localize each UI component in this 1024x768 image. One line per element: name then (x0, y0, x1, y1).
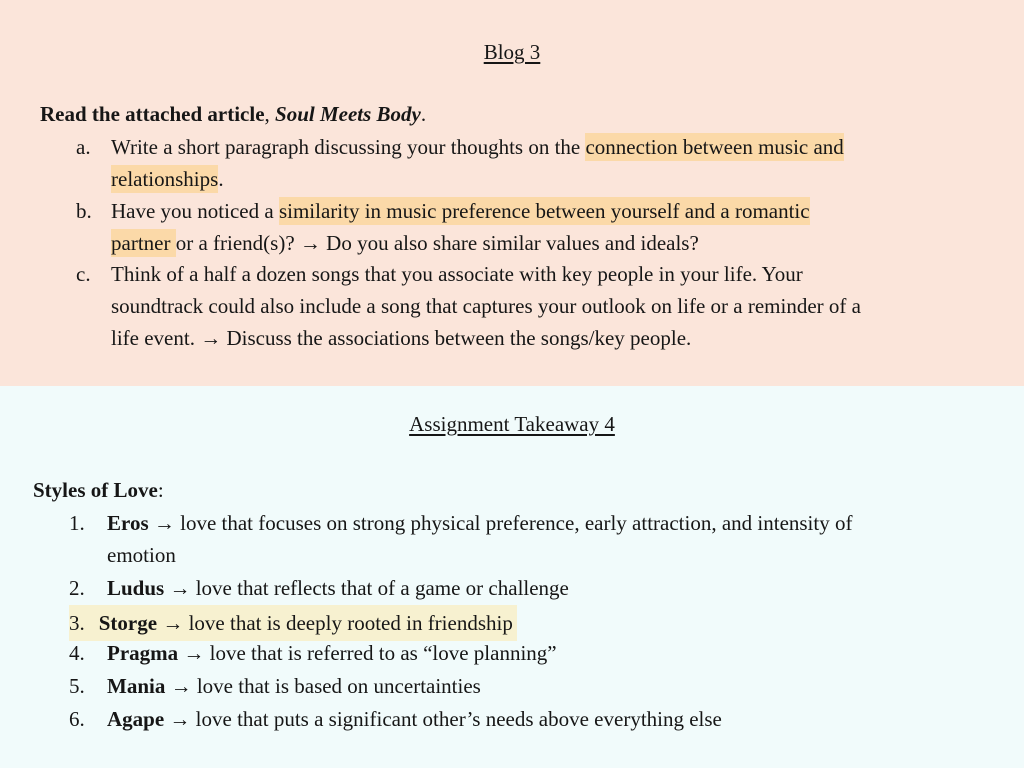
love-style-term: Agape (107, 707, 165, 731)
text-line (107, 572, 569, 604)
list-marker: 2. (69, 576, 85, 600)
highlight: partner (111, 231, 176, 255)
text-line (111, 227, 810, 259)
blog-intro-period: . (420, 102, 427, 126)
text-line (111, 131, 844, 163)
list-marker: c. (76, 262, 91, 286)
list-marker: 6. (69, 707, 85, 731)
love-style-item-highlighted (69, 605, 517, 641)
text-span: Have you noticed a (111, 199, 279, 223)
love-style-text (107, 637, 557, 669)
love-style-desc: → love that puts a significant other’s needs above everything else (164, 707, 722, 731)
highlight: connection between music and (585, 135, 844, 159)
text-line (107, 507, 852, 539)
text-line: Think of a half a dozen songs that you associate with key people in your life. Your (111, 262, 803, 286)
highlight: similarity in music preference between yourself and a romantic (278, 199, 810, 223)
text-line (111, 195, 810, 227)
text-line (107, 670, 481, 702)
text-line (107, 703, 722, 735)
love-style-desc: → love that is based on uncertainties (165, 674, 481, 698)
blog-intro-comma: , (264, 102, 276, 126)
takeaway-intro-colon: : (157, 478, 164, 502)
list-marker: 1. (69, 511, 85, 535)
text-span: or a friend(s)? → Do you also share similar values and ideals? (175, 231, 699, 255)
blog-intro-bold: Read the attached article (40, 102, 265, 126)
text-span: . (218, 167, 224, 191)
blog-item-text (111, 195, 810, 259)
love-style-desc: → love that is deeply rooted in friendship (157, 611, 513, 635)
love-style-text (107, 572, 569, 604)
highlight: relationships (111, 167, 219, 191)
love-style-desc: → love that focuses on strong physical preference, early attraction, and intensity of (148, 511, 853, 535)
love-style-text (107, 507, 852, 571)
takeaway-title: Assignment Takeaway 4 (409, 412, 615, 436)
love-style-term: Eros (107, 511, 149, 535)
blog-item-text (111, 131, 844, 195)
takeaway-intro-bold: Styles of Love (33, 478, 158, 502)
highlighted-row (69, 605, 517, 641)
love-style-term: Storge (98, 611, 158, 635)
list-marker: 5. (69, 674, 85, 698)
love-style-term: Ludus (107, 576, 165, 600)
takeaway-intro (33, 474, 164, 506)
text-line (111, 163, 844, 195)
list-marker: b. (76, 199, 92, 223)
blog-title: Blog 3 (483, 40, 541, 64)
blog-intro (40, 98, 426, 130)
text-line: emotion (107, 543, 176, 567)
text-line: life event. → Discuss the associations between the songs/key people. (111, 326, 692, 350)
list-marker: 4. (69, 641, 85, 665)
love-style-text (107, 670, 481, 702)
blog-item-text (111, 258, 861, 354)
love-style-term: Pragma (107, 641, 179, 665)
text-span: Write a short paragraph discussing your thoughts on the (111, 135, 586, 159)
text-line: soundtrack could also include a song that captures your outlook on life or a reminder of a (111, 294, 861, 318)
love-style-text (107, 703, 722, 735)
takeaway-panel (0, 386, 1024, 768)
love-style-desc: → love that reflects that of a game or challenge (164, 576, 569, 600)
text-line (107, 637, 557, 669)
list-marker: 3. (69, 611, 85, 635)
article-title: Soul Meets Body (275, 102, 421, 126)
love-style-desc: → love that is referred to as “love planning” (178, 641, 557, 665)
love-style-term: Mania (107, 674, 166, 698)
list-marker: a. (76, 135, 91, 159)
